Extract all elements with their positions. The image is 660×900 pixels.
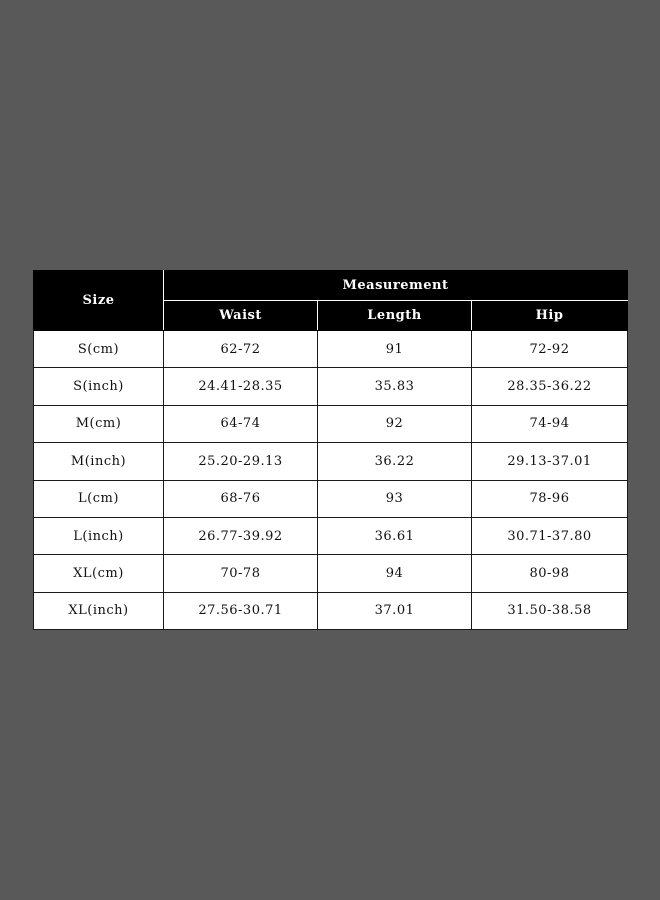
size-cell: M(cm) xyxy=(34,405,164,442)
waist-cell: 64-74 xyxy=(164,405,318,442)
table-row xyxy=(34,405,628,442)
waist-cell: 26.77-39.92 xyxy=(164,517,318,554)
size-cell: S(inch) xyxy=(34,368,164,405)
waist-cell: 68-76 xyxy=(164,480,318,517)
length-cell: 37.01 xyxy=(318,592,472,629)
hip-cell: 80-98 xyxy=(472,555,628,592)
waist-cell: 70-78 xyxy=(164,555,318,592)
size-cell: L(cm) xyxy=(34,480,164,517)
hip-cell: 28.35-36.22 xyxy=(472,368,628,405)
waist-cell: 25.20-29.13 xyxy=(164,443,318,480)
waist-cell: 27.56-30.71 xyxy=(164,592,318,629)
hip-column-header: Hip xyxy=(472,301,628,331)
hip-cell: 30.71-37.80 xyxy=(472,517,628,554)
table-row xyxy=(34,517,628,554)
size-column-header: Size xyxy=(34,271,164,331)
length-cell: 36.61 xyxy=(318,517,472,554)
length-cell: 93 xyxy=(318,480,472,517)
table-row xyxy=(34,592,628,629)
hip-cell: 31.50-38.58 xyxy=(472,592,628,629)
waist-cell: 24.41-28.35 xyxy=(164,368,318,405)
size-cell: L(inch) xyxy=(34,517,164,554)
table-row xyxy=(34,480,628,517)
size-cell: M(inch) xyxy=(34,443,164,480)
hip-cell: 78-96 xyxy=(472,480,628,517)
length-cell: 36.22 xyxy=(318,443,472,480)
hip-cell: 74-94 xyxy=(472,405,628,442)
table-row xyxy=(34,331,628,368)
table-row xyxy=(34,555,628,592)
table-header xyxy=(34,271,628,331)
size-chart xyxy=(33,270,627,630)
hip-cell: 29.13-37.01 xyxy=(472,443,628,480)
size-cell: XL(cm) xyxy=(34,555,164,592)
length-column-header: Length xyxy=(318,301,472,331)
size-cell: S(cm) xyxy=(34,331,164,368)
length-cell: 35.83 xyxy=(318,368,472,405)
length-cell: 94 xyxy=(318,555,472,592)
measurement-group-header: Measurement xyxy=(164,271,628,301)
table-body xyxy=(34,331,628,630)
size-cell: XL(inch) xyxy=(34,592,164,629)
waist-cell: 62-72 xyxy=(164,331,318,368)
waist-column-header: Waist xyxy=(164,301,318,331)
length-cell: 91 xyxy=(318,331,472,368)
size-table xyxy=(33,270,628,630)
hip-cell: 72-92 xyxy=(472,331,628,368)
length-cell: 92 xyxy=(318,405,472,442)
table-row xyxy=(34,443,628,480)
table-row xyxy=(34,368,628,405)
